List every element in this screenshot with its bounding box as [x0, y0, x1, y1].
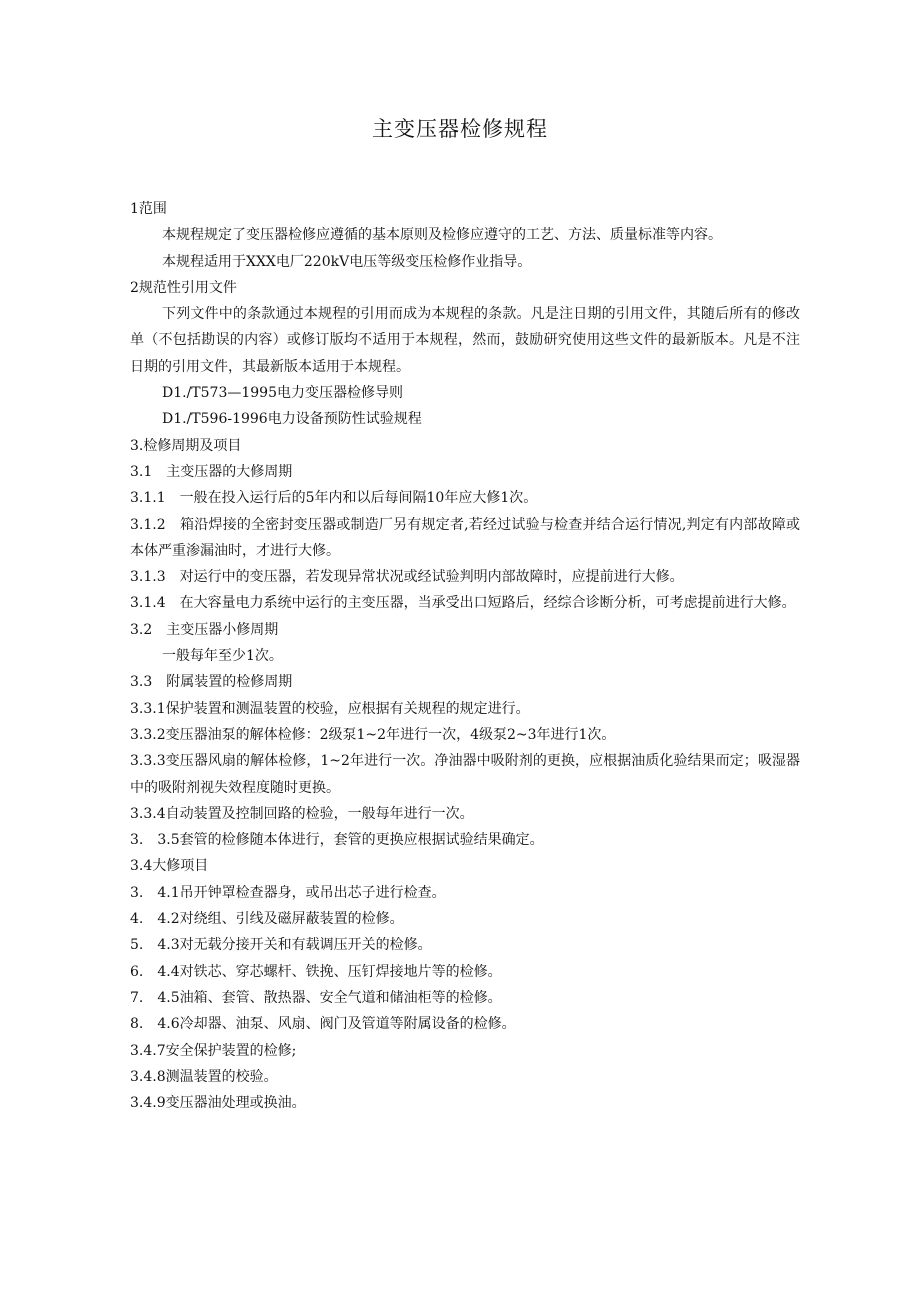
clause-3-1-2: 3.1.2 箱沿焊接的全密封变压器或制造厂另有规定者,若经过试验与检查并结合运行情况,判定有内部故障或本体严重渗漏油时，才进行大修。 [130, 516, 800, 559]
reference-item-2: D1./T596-1996电力设备预防性试验规程 [162, 411, 422, 428]
references-paragraph: 下列文件中的条款通过本规程的引用而成为本规程的条款。凡是注日期的引用文件，其随后所有的修改单（不包括勘误的内容）或修订版均不适用于本规程，然而，鼓励研究使用这些文件的最新版本。凡是不注日期的引用文件，其最新版本适用于本规程。 [130, 306, 800, 375]
section-heading-scope: 1范围 [130, 201, 167, 217]
clause-3-3-5: 3. 3.5套管的检修随本体进行，套管的更换应根据试验结果确定。 [130, 832, 544, 849]
subsection-3-3: 3.3 附属装置的检修周期 [130, 674, 293, 691]
clause-3-3-4: 3.3.4自动装置及控制回路的检验，一般每年进行一次。 [130, 805, 474, 822]
clause-3-4-1: 3. 4.1吊开钟罩检查器身，或吊出芯子进行检查。 [130, 884, 446, 901]
document-body [130, 196, 800, 1116]
clause-3-4-9: 3.4.9变压器油处理或换油。 [130, 1095, 306, 1112]
section-heading-maintenance: 3.检修周期及项目 [130, 437, 242, 454]
clause-3-4-6: 8. 4.6冷却器、油泵、风扇、阀门及管道等附属设备的检修。 [130, 1016, 516, 1033]
clause-3-4-5: 7. 4.5油箱、套管、散热器、安全气道和储油柜等的检修。 [130, 989, 502, 1006]
clause-3-4-8: 3.4.8测温装置的校验。 [130, 1068, 278, 1085]
clause-3-4-2: 4. 4.2对绕组、引线及磁屏蔽装置的检修。 [130, 911, 404, 928]
section-heading-references: 2规范性引用文件 [130, 279, 237, 296]
clause-3-4-3: 5. 4.3对无载分接开关和有载调压开关的检修。 [130, 937, 432, 954]
clause-3-2-text: 一般每年至少1次。 [162, 648, 283, 665]
scope-paragraph-2: 本规程适用于XXX电厂220kV电压等级变压检修作业指导。 [162, 253, 532, 270]
document-title: 主变压器检修规程 [372, 117, 548, 141]
scope-paragraph-1: 本规程规定了变压器检修应遵循的基本原则及检修应遵守的工艺、方法、质量标准等内容。 [162, 227, 722, 244]
clause-3-3-2: 3.3.2变压器油泵的解体检修：2级泵1~2年进行一次，4级泵2~3年进行1次。 [130, 726, 616, 743]
clause-3-4-7: 3.4.7安全保护装置的检修; [130, 1042, 297, 1059]
subsection-3-4: 3.4大修项目 [130, 858, 209, 875]
clause-3-4-4: 6. 4.4对铁芯、穿芯螺杆、铁挽、压钉焊接地片等的检修。 [130, 963, 502, 980]
clause-3-3-1: 3.3.1保护装置和测温装置的校验，应根据有关规程的规定进行。 [130, 700, 530, 717]
clause-3-1-3: 3.1.3 对运行中的变压器，若发现异常状况或经试验判明内部故障时，应提前进行大修。 [130, 569, 684, 586]
reference-item-1: D1./T573—1995电力变压器检修导则 [162, 385, 403, 402]
clause-3-1-1: 3.1.1 一般在投入运行后的5年内和以后每间隔10年应大修1次。 [130, 490, 538, 507]
clause-3-3-3: 3.3.3变压器风扇的解体检修，1~2年进行一次。净油器中吸附剂的更换，应根据油质化验结果而定；吸湿器中的吸附剂视失效程度随时更换。 [130, 753, 800, 796]
subsection-3-2: 3.2 主变压器小修周期 [130, 621, 279, 638]
subsection-3-1: 3.1 主变压器的大修周期 [130, 463, 293, 480]
clause-3-1-4: 3.1.4 在大容量电力系统中运行的主变压器，当承受出口短路后，经综合诊断分析，可考虑提前进行大修。 [130, 595, 796, 612]
